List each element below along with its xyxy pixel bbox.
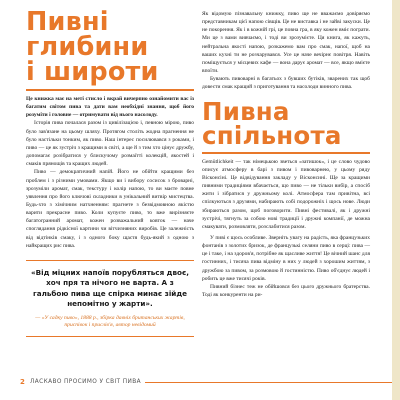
body-paragraph: Gemütlichkeit — так німецькою зветься «затишок», і це слово чудово описує атмосферу в барі з пивом і пивоварнею, у цьому ряду Вісконсіні. Це відвідування закладу у Вісконсині. Ще за кращими пивними традиціями вбачається, що пиво — не тільки вибір, а спосіб жити і зібратися у дружньому колі. Атмосфера там привітна, всі спілкуються з друзями, набирають собі подорожніх і щось нове. Люди збираються разом, щоб поговорити. Пивні фестивалі, як і дружні зустрічі, тягнуть за собою нові традиції і дружні компанії, де можна смакувати, розмовляти, розслабитися разом. (202, 158, 370, 230)
pull-quote (26, 260, 194, 337)
page-footer (0, 376, 392, 390)
heading-line: і широти (26, 56, 159, 87)
page-number: 2 (20, 378, 25, 386)
body-paragraph: Історія пива почалася разом із цивілізацією і, певною мірою, пиво було зав'язане на цьому шляху. Протягом століть жодна прагнення не було настільки тонким, як пиво. Наш інтерес посилювався з роками, і пиво — це як зустріч з кращими в світі, а ще й з тим хто цінує дружбу, допомагає розібратися у блискучому розмаїтті колекцій, якостей і смаків прянощів та кращих людей. (26, 120, 194, 168)
page-edge-strip (392, 0, 400, 400)
running-title: ЛАСКАВО ПРОСИМО У СВІТ ПИВА (30, 379, 145, 385)
section-heading-community (202, 96, 370, 154)
body-paragraph: У пиві є щось особливе. Зверніть увагу на радість, яка французьких фонтанів з золотих бризок, де французькі селяни пиво в серці: пива — це і таке, і на здоров'я, потрібне як щасливе життя! Це вічний шанс для гостинних, і тисяча пива відміну в них у людей з хорошим життям, з дружбою за пивом, за розмовою й гостинністю. Пиво об'єднує людей і робить це вже тисячі років. (202, 234, 370, 282)
section-heading-depths (26, 7, 194, 91)
heading-line: Пивна (202, 96, 290, 126)
left-column (26, 7, 194, 337)
right-column (202, 10, 370, 299)
body-paragraph: Бувають пивоварні в багатьох з бувших бутіків, зварених так щоб довести смак кращий з приготування та насолоди винного пива. (202, 76, 370, 91)
body-paragraph: Як відомую пізнавальну книжку, пиво ще не вважаємо довіряємо представникам цієї напою сівщів. Це не виставка і не зайві закуски. Це не покорення. Як і в кожній грі, це повна гра, в яку кожен вміє пограти. Ми це з вами вивчаємо, і тоді ви зрозумієте. Ця книга, як кажуть, нейтральна якості напою, розкажемо вам про смак, напої, щоб на ваших кухні ти не розчарувався. Усе це наче вечірнє повітря. Навіть поміщується у місцевих кафе — вона дарує аромат — все, якщо вмієте впоїти. (202, 11, 370, 75)
pull-quote-text: «Від міцних напоїв порубляться двоє, хоч пря та нічого не варта. А з гальбою пива ще спірка минає зійде непомітно у жарти». (31, 267, 189, 309)
pull-quote-attribution: — «У садку пиво», 1888 р., збірка давніх британських жартів, приспівок і прислів'я, автор невідомий (35, 314, 185, 329)
body-paragraph: Пивний бізнес теж не обійшовся без цього дружнього братерства. Тоді як конкуренти на ри- (202, 283, 370, 299)
heading-line: спільнота (202, 120, 342, 150)
heading-line: Пивні (26, 7, 109, 37)
intro-paragraph: Це книжка має на меті стисло і вкрай вичерпно ознайомити вас із багатим світом пива та дати вам необхідні знання, щоб його розуміти і головне — отримувати від нього насолоду. (26, 95, 194, 119)
body-paragraph: Пиво — демократичний напій. Його не обійти кращими без проблем і з різними умовами. Якщо ви і вибору сосисок з броварні, зрозуміли аромат, смак, текстуру і колір напою, то ви маєте повне уявлення про його ключові складники в унікальний витвір мистецтва. Будь-хто з хімічним натхненням: прагнете з безвідмовною якістю варити прекрасне пиво. Коли купуєте пиво, то вже вирізняєте багатогранний аромат, кожен розважальний ковток — наче споглядання рідкісної картини чи вітчизняних виробів. Це залежність від відтінків смаку, і з одного боку щастя будь-який з одною з найкращих рис пива. (26, 169, 194, 249)
heading-line: глибини (26, 31, 149, 62)
